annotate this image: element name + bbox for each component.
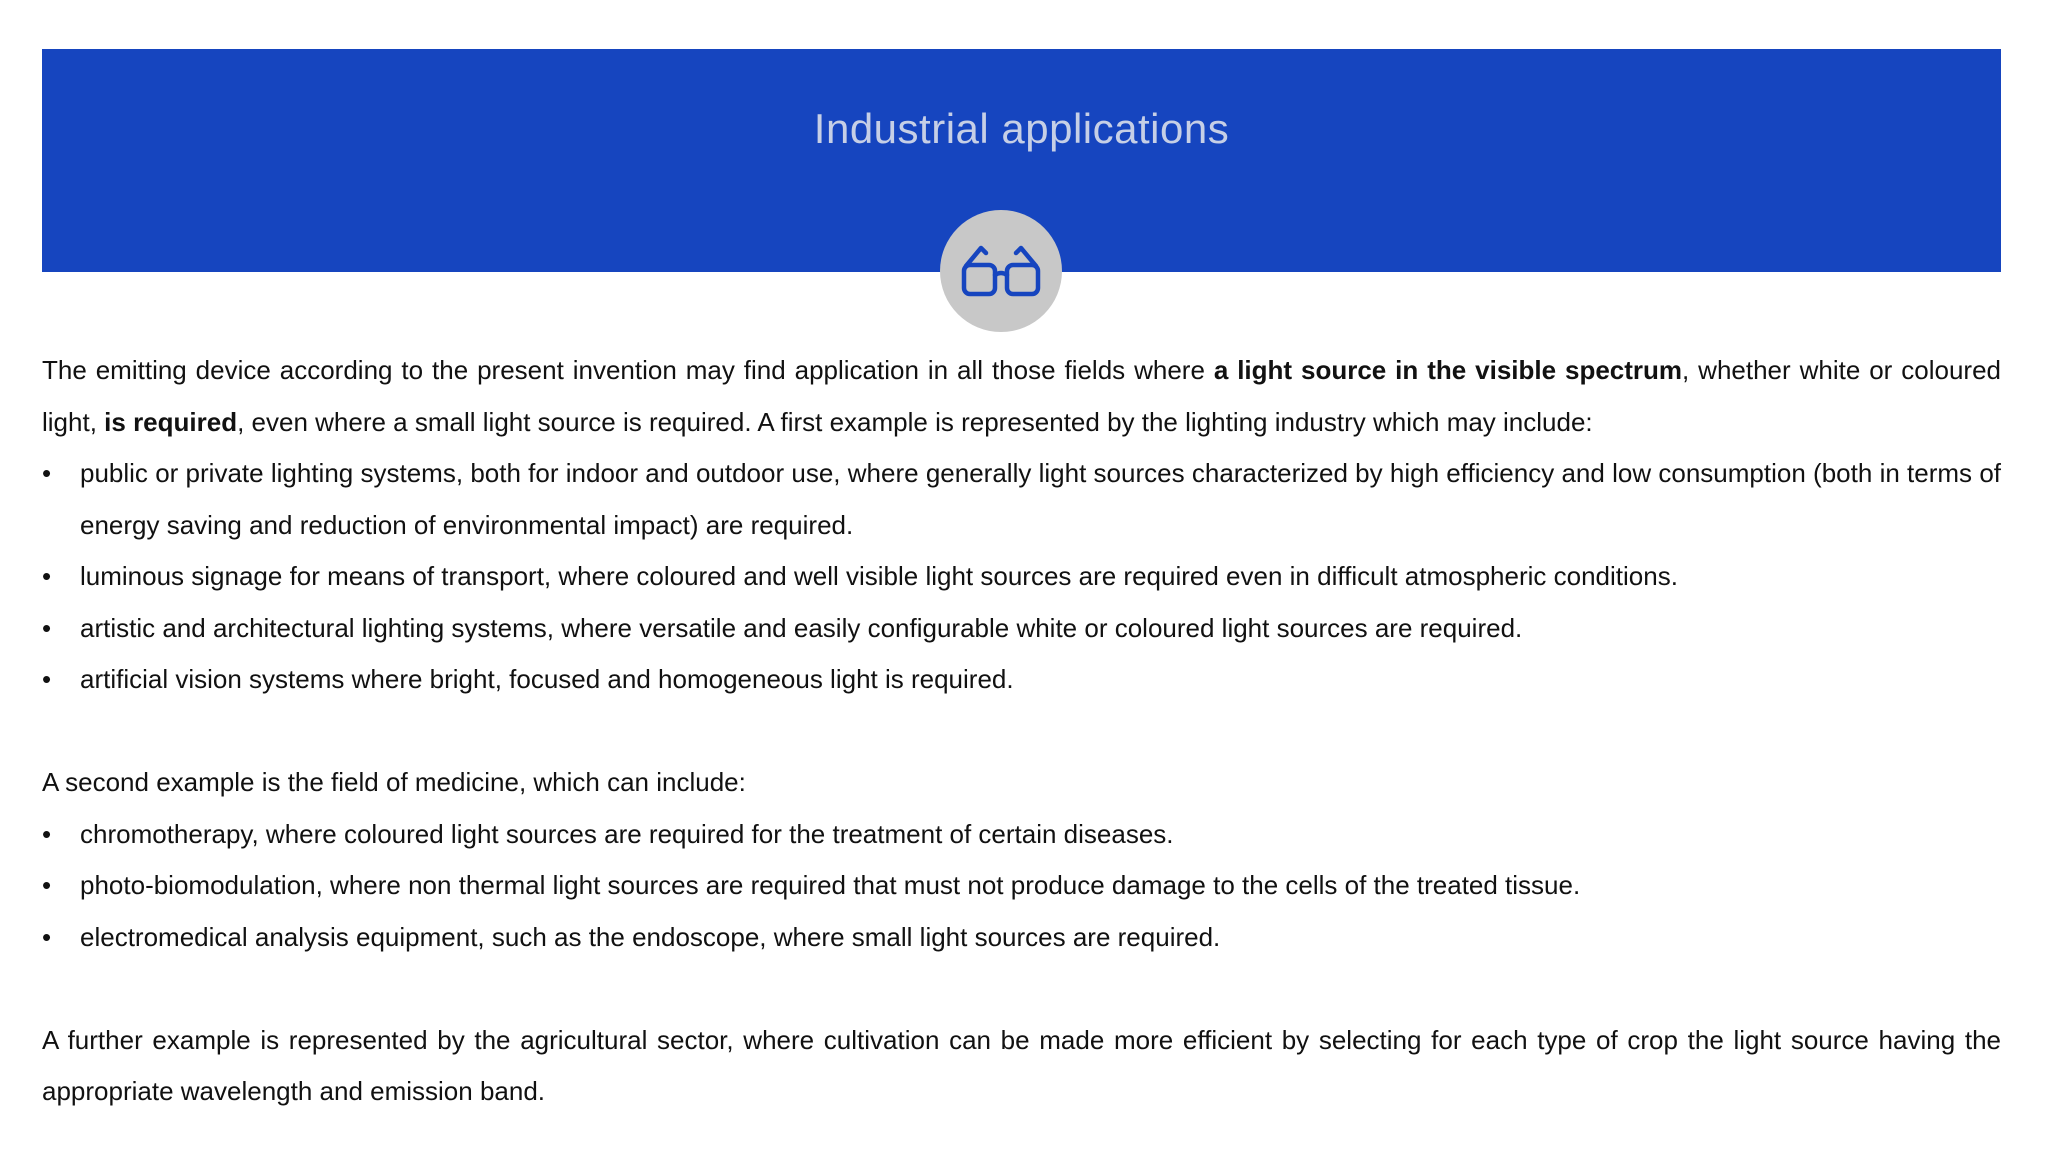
list-item: • photo-biomodulation, where non thermal light sources are required that must not produce damage to the cells of the treated tissue. xyxy=(42,860,2001,912)
agriculture-paragraph: A further example is represented by the agricultural sector, where cultivation can be made more efficient by selecting for each type of crop the light source having the appropriate wavelength and emission band. xyxy=(42,1024,2001,1106)
icon-circle xyxy=(940,210,1062,332)
spacer xyxy=(42,706,2001,758)
list-item: • electromedical analysis equipment, such as the endoscope, where small light sources are required. xyxy=(42,912,2001,964)
list-item: • chromotherapy, where coloured light sources are required for the treatment of certain diseases. xyxy=(42,809,2001,861)
medicine-intro: A second example is the field of medicine, which can include: xyxy=(42,767,746,797)
intro-bold-1: a light source in the visible spectrum xyxy=(1213,355,1683,385)
intro-bold-2: is required xyxy=(104,406,238,437)
list-item: • artistic and architectural lighting systems, where versatile and easily configurable white or coloured light sources are required. xyxy=(42,603,2001,655)
list-item: • artificial vision systems where bright, focused and homogeneous light is required. xyxy=(42,654,2001,706)
page-title: Industrial applications xyxy=(813,105,1230,152)
list-item: • public or private lighting systems, both for indoor and outdoor use, where generally light sources characterized by high efficiency and low consumption (both in terms of energy saving and reduction of environmental impact) are required. xyxy=(42,448,2001,551)
spacer xyxy=(42,963,2001,1015)
list-item: • luminous signage for means of transport, where coloured and well visible light sources are required even in difficult atmospheric conditions. xyxy=(42,551,2001,603)
medicine-list xyxy=(42,809,2001,964)
content xyxy=(42,345,2001,1118)
intro-paragraph: The emitting device according to the present invention may find application in all those fields where a light source in the visible spectrum, whether white or coloured light, is required, even where a small light source is required. A first example is represented by the lighting industry which may include: xyxy=(42,355,2001,437)
glasses-icon xyxy=(959,239,1043,303)
lighting-list xyxy=(42,448,2001,706)
